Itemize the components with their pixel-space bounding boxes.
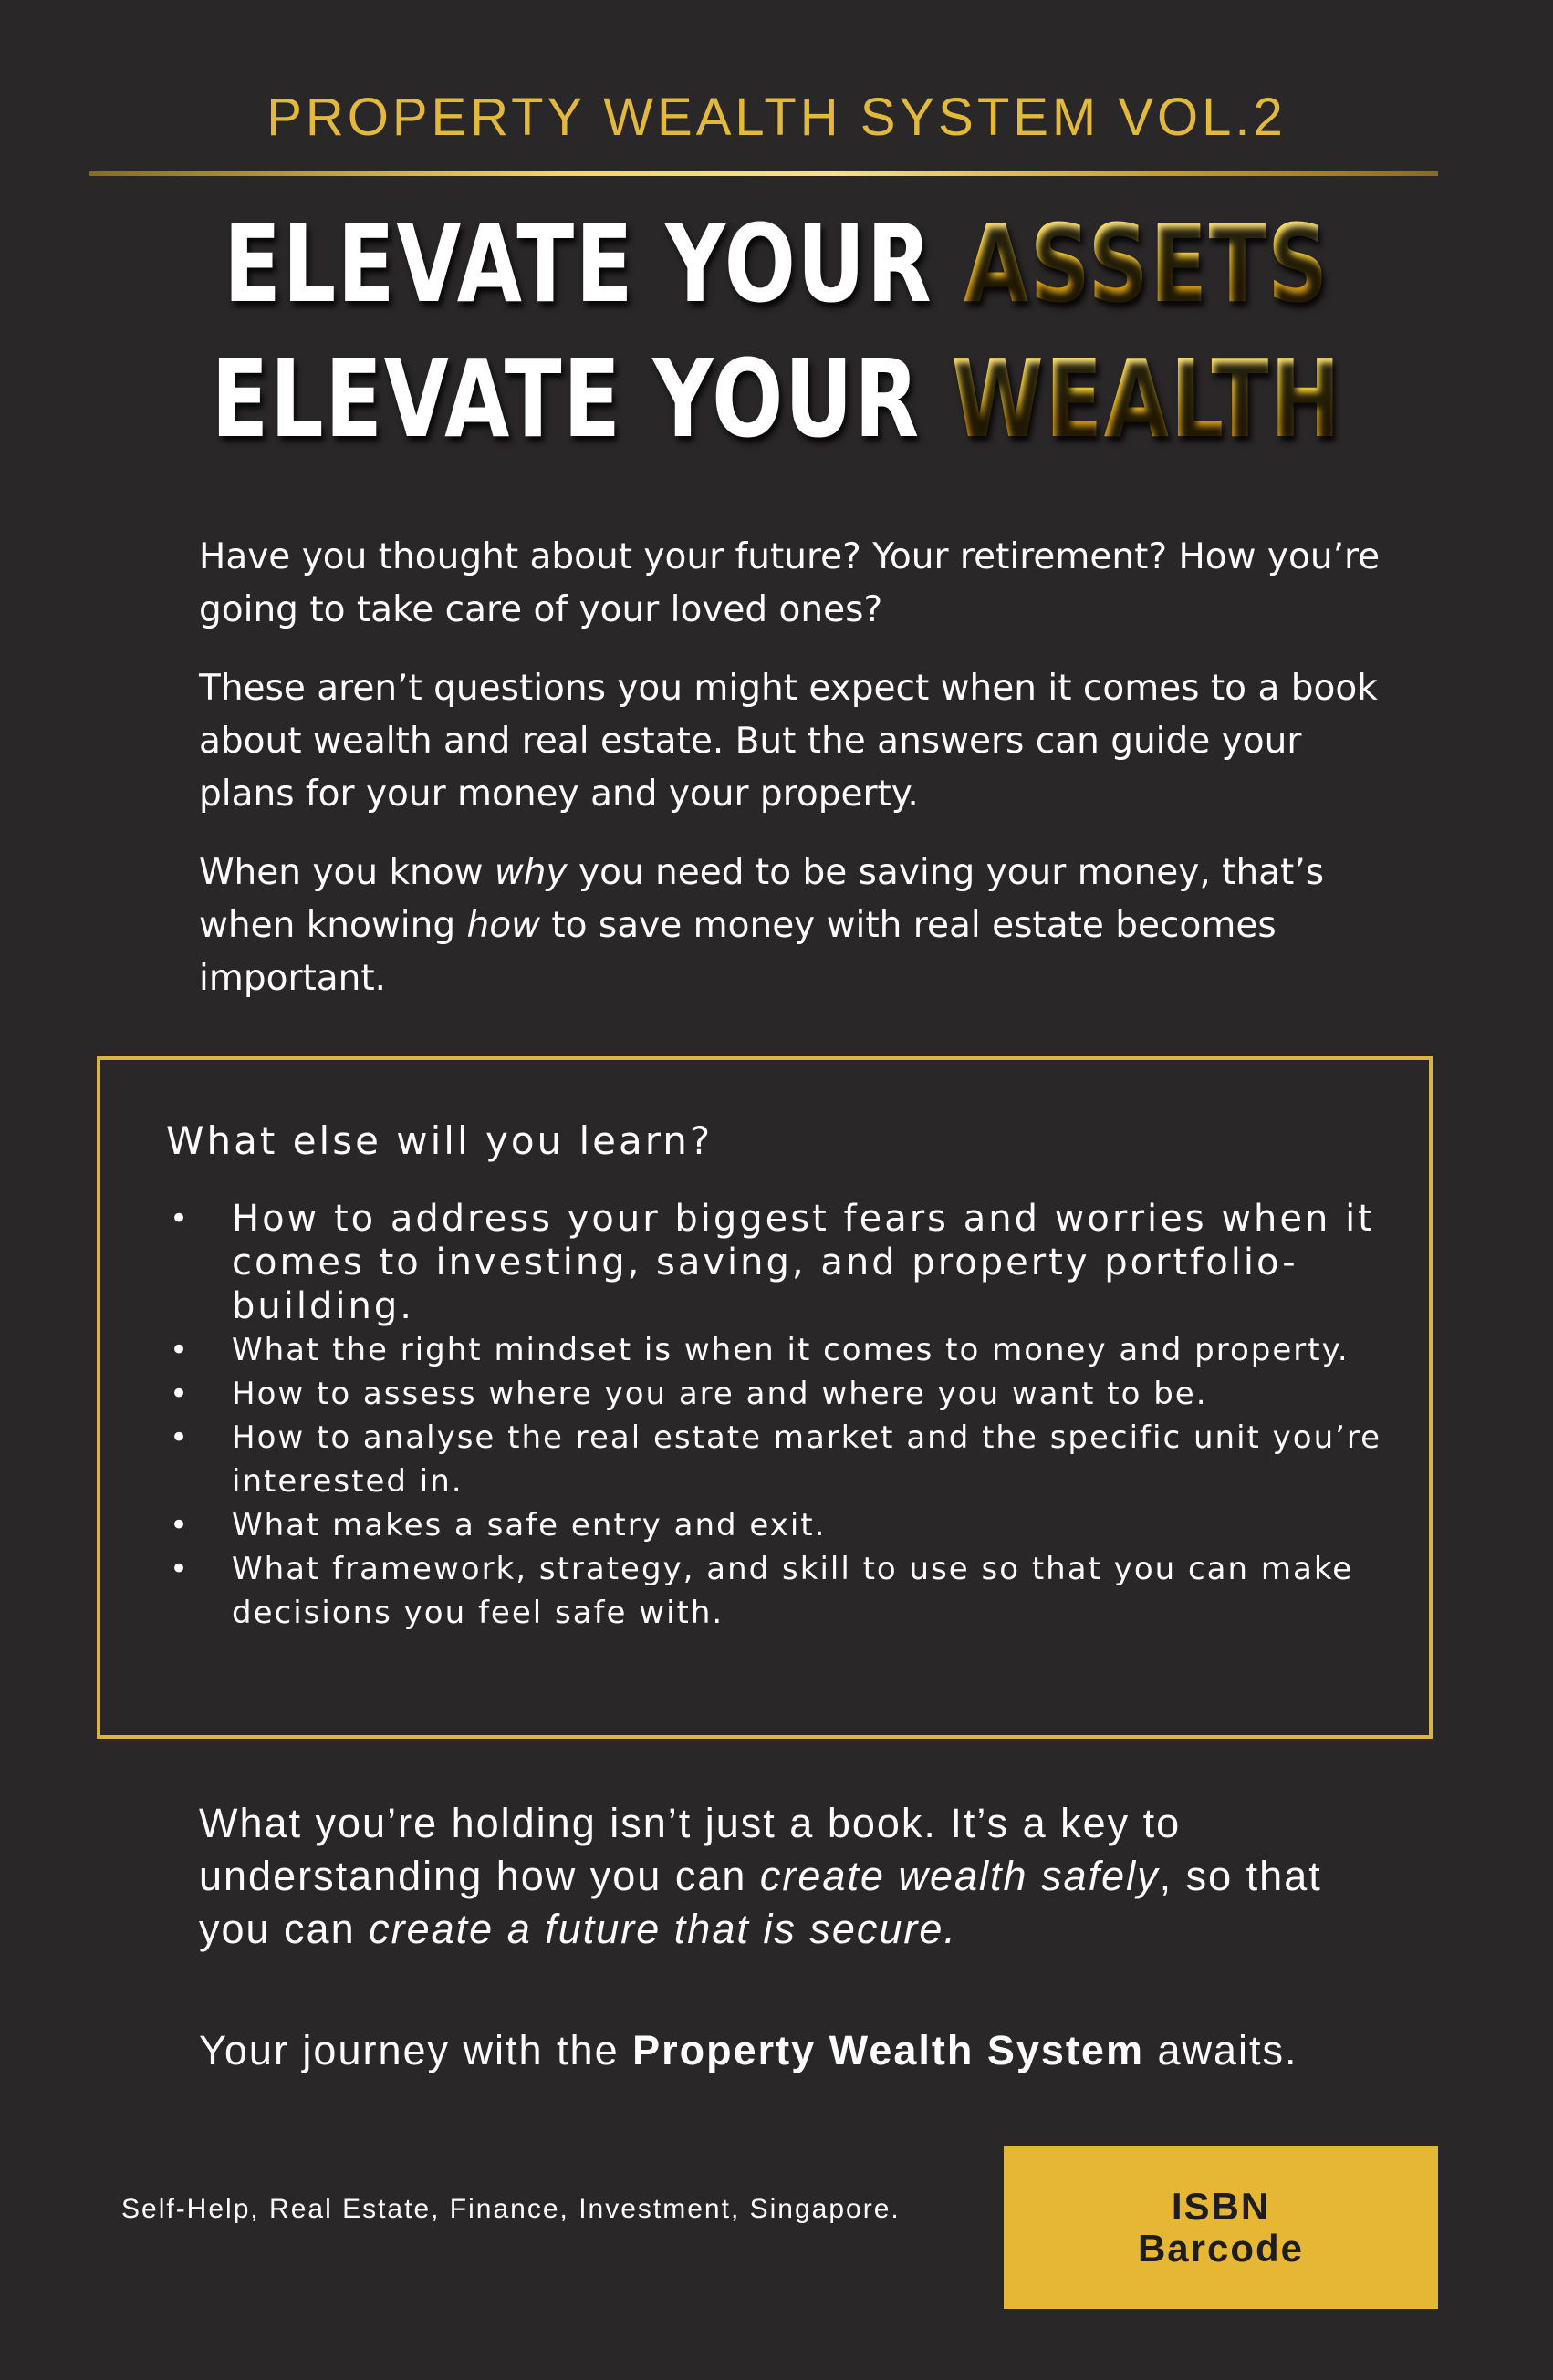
intro-paragraph-3 bbox=[199, 847, 1385, 1005]
bullet-icon: • bbox=[170, 1419, 191, 1456]
list-item-text: How to analyse the real estate market and the specific unit you’re interested in. bbox=[232, 1419, 1382, 1500]
learn-box bbox=[97, 1056, 1433, 1739]
closing-a: What you’re holding isn’t just a book. It’s a key to understanding how you can bbox=[199, 1800, 1182, 1899]
journey-a: Your journey with the bbox=[199, 2027, 633, 2073]
intro-text bbox=[199, 531, 1385, 1031]
bullet-icon: • bbox=[170, 1551, 191, 1587]
headline-line-1-white: ELEVATE YOUR bbox=[224, 201, 933, 327]
barcode-label: Barcode bbox=[1137, 2227, 1305, 2270]
headline-line-2-white: ELEVATE YOUR bbox=[211, 336, 921, 462]
intro-paragraph-1: Have you thought about your future? Your retirement? How you’re going to take care of your loved ones? bbox=[199, 536, 1381, 630]
list-item bbox=[166, 1197, 1407, 1328]
headline-line-2 bbox=[171, 331, 1382, 466]
list-item bbox=[166, 1416, 1407, 1503]
headline-line-1 bbox=[171, 196, 1382, 331]
intro-p3-why: why bbox=[494, 852, 568, 893]
intro-p3-a: When you know bbox=[199, 852, 495, 893]
category-list: Self-Help, Real Estate, Finance, Investment, Singapore. bbox=[121, 2194, 901, 2224]
learn-list bbox=[166, 1197, 1407, 1635]
list-item bbox=[166, 1503, 1407, 1547]
intro-p3-c: to save money with real estate becomes important. bbox=[199, 905, 1277, 999]
journey-b: awaits. bbox=[1143, 2027, 1298, 2073]
list-item bbox=[166, 1328, 1407, 1372]
gold-divider bbox=[89, 171, 1438, 176]
bullet-icon: • bbox=[170, 1376, 191, 1412]
list-item bbox=[166, 1372, 1407, 1416]
list-item-text: How to address your biggest fears and worries when it comes to investing, saving, and property portfolio-building. bbox=[232, 1198, 1375, 1327]
journey-brand: Property Wealth System bbox=[632, 2027, 1144, 2073]
headline-line-2-gold: WEALTH bbox=[951, 336, 1342, 462]
list-item-text: How to assess where you are and where you want to be. bbox=[232, 1376, 1208, 1412]
headline-line-1-gold: ASSETS bbox=[963, 201, 1329, 327]
headline bbox=[171, 196, 1382, 466]
closing-em-1: create wealth safely bbox=[759, 1853, 1160, 1899]
intro-p3-how: how bbox=[466, 905, 540, 946]
list-item-text: What makes a safe entry and exit. bbox=[232, 1507, 827, 1543]
isbn-barcode-placeholder bbox=[1004, 2146, 1438, 2309]
series-title: PROPERTY WEALTH SYSTEM VOL.2 bbox=[266, 88, 1287, 147]
bullet-icon: • bbox=[170, 1200, 192, 1237]
closing-b: , so that you can bbox=[199, 1853, 1322, 1952]
list-item bbox=[166, 1547, 1407, 1635]
list-item-text: What the right mindset is when it comes to money and property. bbox=[232, 1332, 1350, 1368]
closing-em-2: create a future that is secure. bbox=[369, 1906, 957, 1952]
intro-paragraph-2: These aren’t questions you might expect when it comes to a book about wealth and real estate. But the answers can guide your plans for your money and your property. bbox=[199, 668, 1378, 815]
bullet-icon: • bbox=[170, 1332, 191, 1368]
intro-p3-b: you need to be saving your money, that’s when knowing bbox=[199, 852, 1325, 946]
journey-line bbox=[199, 2027, 1476, 2074]
learn-heading: What else will you learn? bbox=[166, 1118, 714, 1163]
bullet-icon: • bbox=[170, 1507, 191, 1543]
closing-text bbox=[199, 1797, 1403, 1956]
isbn-label: ISBN bbox=[1171, 2185, 1271, 2228]
list-item-text: What framework, strategy, and skill to use so that you can make decisions you feel safe with. bbox=[232, 1551, 1354, 1631]
